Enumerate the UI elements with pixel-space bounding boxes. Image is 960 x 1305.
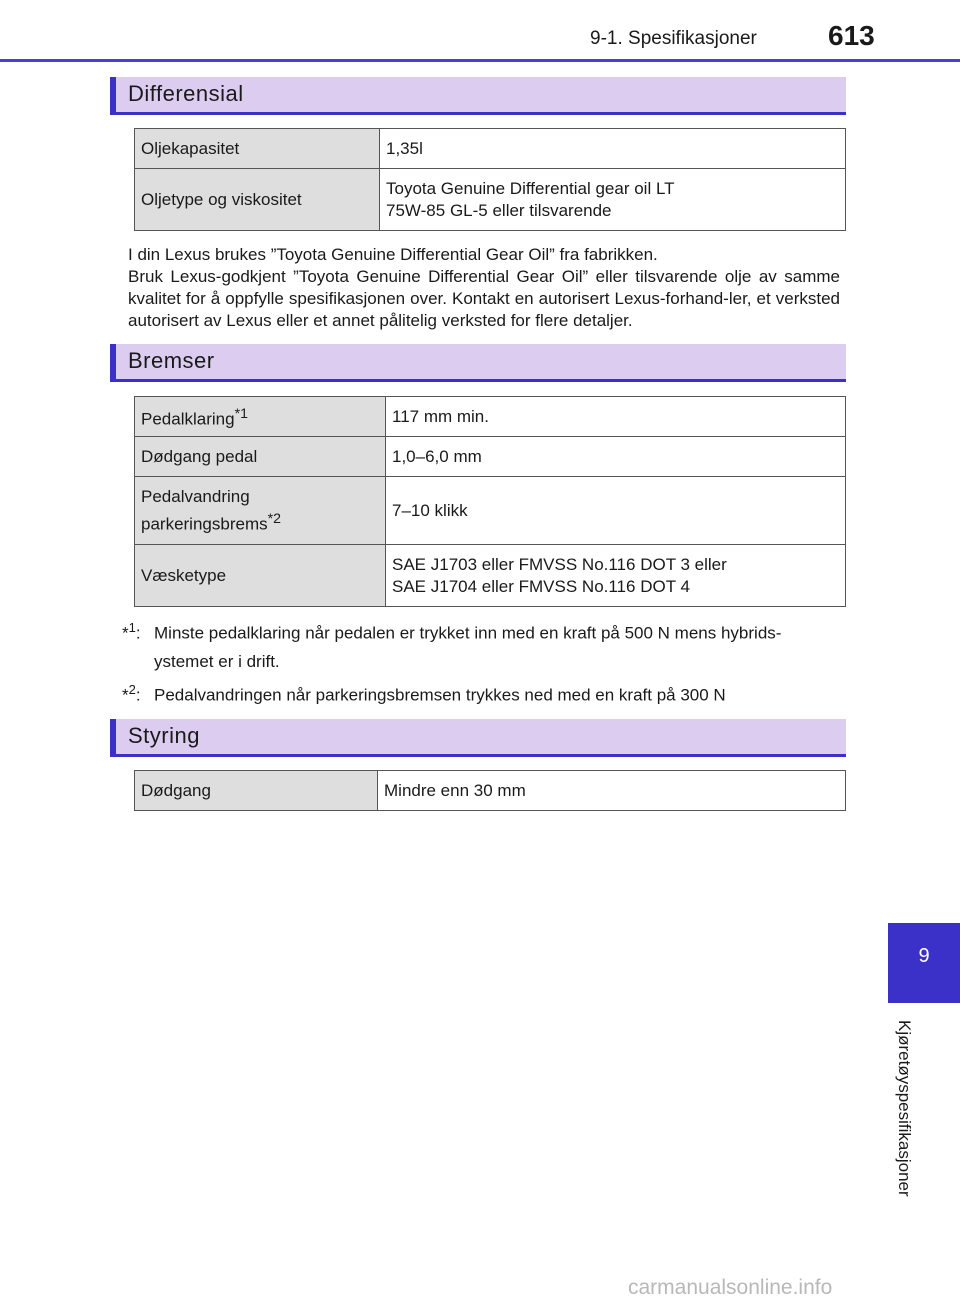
footnote: *$^1$: Minste pedalklaring når pedalen er trykket inn med en kraft på 500 N mens hybrids- ystemet er i drift. bbox=[122, 614, 842, 676]
spec-value: 117 mm min. bbox=[386, 397, 846, 437]
spec-key: Dødgang bbox=[135, 771, 378, 811]
section-bremser bbox=[110, 344, 846, 382]
footnote-mark: * bbox=[122, 685, 129, 705]
header-rule bbox=[0, 59, 960, 62]
footnote-text: Pedalvandringen når parkeringsbremsen trykkes ned med en kraft på 300 N bbox=[154, 685, 726, 705]
header-title: 9-1. Spesifikasjoner bbox=[590, 28, 757, 49]
spec-value: 1,0–6,0 mm bbox=[386, 437, 846, 477]
spec-value: 7–10 klikk bbox=[386, 477, 846, 545]
spec-key bbox=[135, 477, 386, 545]
footnote: *$^2$: Pedalvandringen når parkeringsbremsen trykkes ned med en kraft på 300 N bbox=[122, 682, 726, 705]
differensial-table bbox=[134, 128, 846, 231]
spec-key-text: Pedalvandring bbox=[141, 486, 250, 506]
styring-table bbox=[134, 770, 846, 811]
spec-value-line: Toyota Genuine Differential gear oil LT bbox=[386, 178, 675, 198]
chapter-tab bbox=[888, 923, 960, 1003]
section-styring bbox=[110, 719, 846, 757]
footnote-ref: *2 bbox=[267, 510, 281, 527]
watermark: carmanualsonline.info bbox=[628, 1276, 833, 1299]
differensial-note bbox=[128, 244, 840, 332]
spec-value: 1,35l bbox=[380, 129, 846, 169]
spec-value bbox=[380, 169, 846, 231]
section-differensial bbox=[110, 77, 846, 115]
footnote-text: ystemet er i drift. bbox=[154, 651, 280, 671]
footnote-mark: * bbox=[122, 623, 129, 643]
table-row bbox=[135, 545, 846, 607]
spec-key: Dødgang pedal bbox=[135, 437, 386, 477]
spec-value-line: SAE J1704 eller FMVSS No.116 DOT 4 bbox=[392, 576, 690, 596]
note-line: I din Lexus brukes ”Toyota Genuine Differential Gear Oil” fra fabrikken. bbox=[128, 245, 658, 264]
spec-key bbox=[135, 397, 386, 437]
section-title: Differensial bbox=[128, 81, 244, 106]
spec-value-line: 75W-85 GL-5 eller tilsvarende bbox=[386, 200, 612, 220]
table-row bbox=[135, 169, 846, 231]
page-number: 613 bbox=[828, 20, 875, 51]
footnote-num: 1 bbox=[128, 620, 136, 635]
note-line: Bruk Lexus-godkjent ”Toyota Genuine Differential Gear Oil” eller tilsvarende olje av samme kvalitet for å oppfylle spesifikasjonen over. Kontakt en autorisert Lexus-forhand-ler, et verksted autorisert av Lexus eller et annet pålitelig verksted for flere detaljer. bbox=[128, 267, 840, 330]
spec-key: Væsketype bbox=[135, 545, 386, 607]
table-row bbox=[135, 129, 846, 169]
table-row bbox=[135, 771, 846, 811]
footnote-text: Minste pedalklaring når pedalen er trykket inn med en kraft på 500 N mens hybrids- bbox=[154, 623, 782, 643]
bremser-table bbox=[134, 396, 846, 607]
spec-value-line: SAE J1703 eller FMVSS No.116 DOT 3 eller bbox=[392, 554, 727, 574]
spec-key: Oljekapasitet bbox=[135, 129, 380, 169]
spec-value bbox=[386, 545, 846, 607]
table-row bbox=[135, 477, 846, 545]
footnote-num: 2 bbox=[128, 682, 136, 697]
chapter-label: Kjøretøyspesifikasjoner bbox=[895, 1020, 914, 1197]
spec-value: Mindre enn 30 mm bbox=[378, 771, 846, 811]
section-title: Bremser bbox=[128, 348, 215, 373]
table-row bbox=[135, 437, 846, 477]
spec-key-text: parkeringsbrems bbox=[141, 514, 268, 534]
footnote-ref: *1 bbox=[234, 405, 248, 422]
table-row bbox=[135, 397, 846, 437]
chapter-number: 9 bbox=[918, 945, 930, 967]
section-title: Styring bbox=[128, 723, 200, 748]
spec-key: Oljetype og viskositet bbox=[135, 169, 380, 231]
spec-key-text: Pedalklaring bbox=[141, 409, 235, 429]
